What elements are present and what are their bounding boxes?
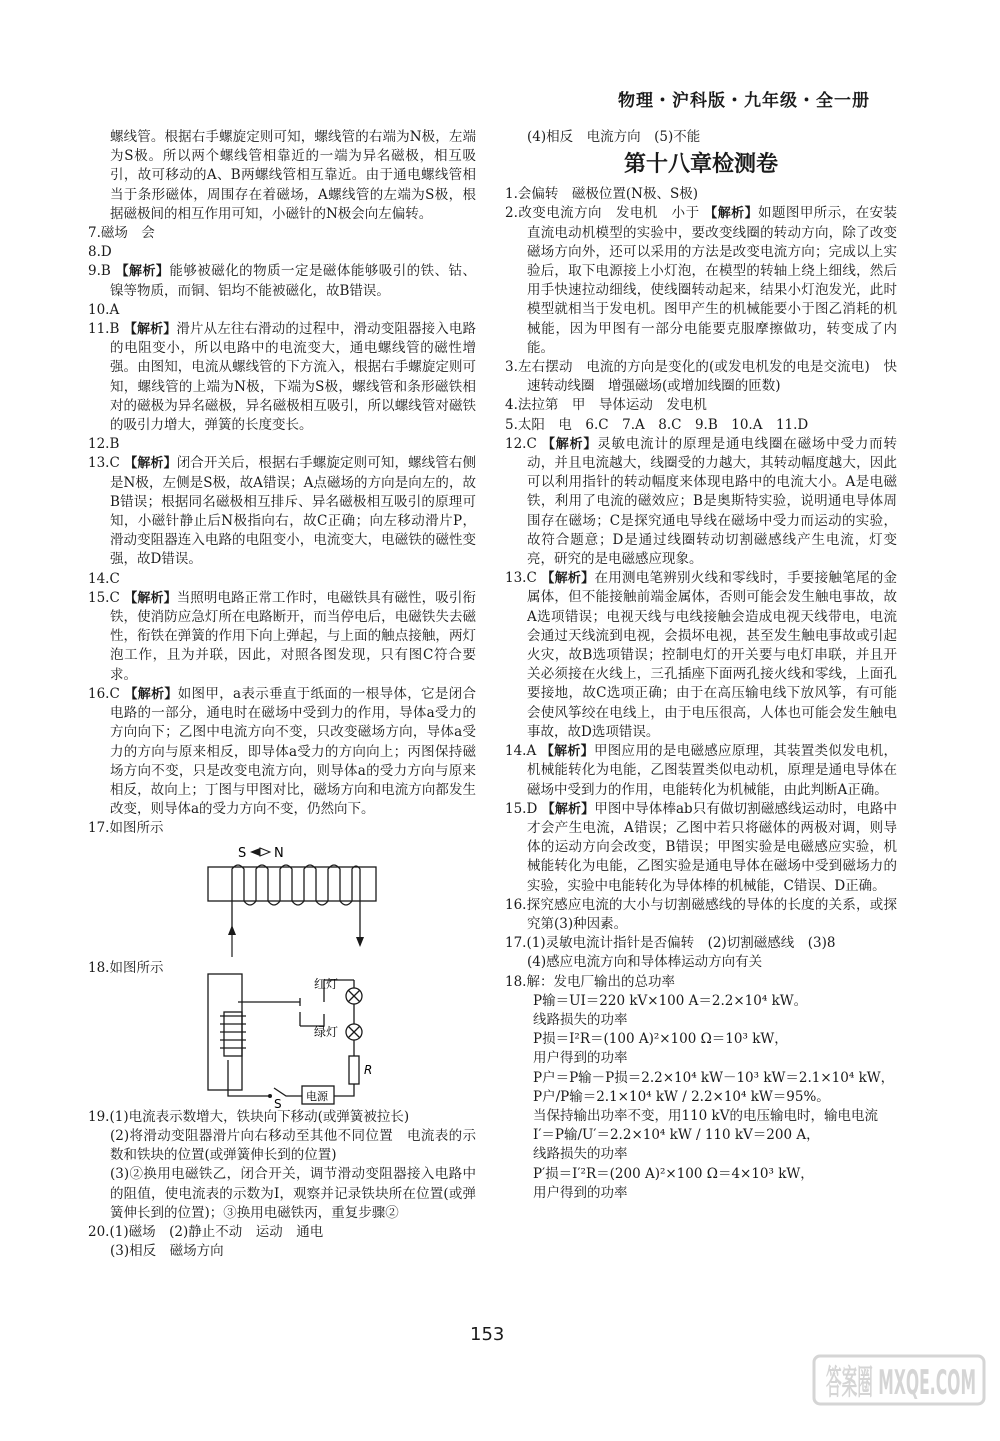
answer-13: 13.C 【解析】闭合开关后，根据右手螺旋定则可知，螺线管右侧是N极，左侧是S极，故A错误；A点磁场的方向是向左的，故B错误；根据同名磁极相互排斥、异名磁极相互吸引的原理可知，小磁针静止后N极指向右，故C正确；向左移动滑片P，滑动变阻器连入电路的电阻变小，电流变大，电磁铁的磁性变强，故D错误。 (88, 455, 476, 568)
answer-9: 9.B 【解析】能够被磁化的物质一定是磁体能够吸引的铁、钴、镍等物质，而铜、铝均不能被磁化，故B错误。 (88, 263, 476, 299)
page-header: 物理・沪科版・九年级・全一册 (618, 91, 870, 111)
switch-icon (268, 1094, 272, 1098)
resistor-icon (349, 1056, 359, 1084)
r-answer-1: 1.会偏转 磁极位置(N极、S极) (505, 186, 698, 203)
answer-7: 7.磁场 会 (88, 225, 155, 242)
r-answer-5-11: 5.太阳 电 6.C 7.A 8.C 9.B 10.A 11.D (505, 416, 809, 433)
right-column (505, 128, 897, 1203)
green-lamp-label: 绿灯 (314, 1024, 339, 1039)
r-answer-17-extra: (4)感应电流方向和导体棒运动方向有关 (527, 954, 763, 971)
page-number: 153 (470, 1324, 505, 1345)
top-line: (4)相反 电流方向 (5)不能 (527, 129, 701, 145)
answer-15: 15.C 【解析】当照明电路正常工作时，电磁铁具有磁性，吸引衔铁，使消防应急灯所在电路断开，而当停电后，电磁铁失去磁性，衔铁在弹簧的作用下向上弹起，与上面的触点接触，两灯泡工作，且为并联，因此，对照各图发现，只有图C符合要求。 (88, 589, 476, 683)
r-answer-13: 13.C 【解析】在用测电笔辨别火线和零线时，手要接触笔尾的金属体，但不能接触前端金属体，否则可能会发生触电事故，故A选项错误；电视天线与电线接触会造成电视天线带电，电流会通过天线流到电视，会损坏电视，甚至发生触电事故或引起火灾，故B选项错误；控制电灯的开关要与电灯串联，并且开关必须接在火线上，三孔插座下面两孔接火线和零线，上面孔要接地，故C选项正确；由于在高压输电线下放风筝，有可能会使风筝绞在电线上，由于电压很高，人体也可能会发生触电事故，故D选项错误。 (505, 570, 897, 740)
switch-label: S (274, 1096, 282, 1108)
r-answer-17: 17.(1)灵敏电流计指针是否偏转 (2)切割磁感线 (3)8 (505, 935, 836, 952)
figure-18-relay-circuit (88, 968, 476, 1108)
coil-windings (232, 865, 360, 939)
compass-n-label: N (274, 845, 284, 861)
arrow-up-icon (228, 925, 236, 935)
r-answer-2: 2.改变电流方向 发电机 小于 【解析】如题图甲所示，在安装直流电动机模型的实验中，要改变线圈的转动方向，除了改变磁场方向外，还可以采用的方法是改变电流方向；完成以上实验后，取下电源接上小灯泡，在模型的转轴上绕上细线，然后用手快速拉动细线，使线圈转动起来，结果小灯泡发光，此时模型就相当于发电机。图甲产生的机械能要小于图乙消耗的机械能，因为甲图有一部分电能要克服摩擦做功，转变成了内能。 (505, 205, 897, 356)
answer-14: 14.C (88, 570, 120, 587)
r-answer-15: 15.D 【解析】甲图中导体棒ab只有做切割磁感线运动时，电路中才会产生电流，A错误；乙图中若只将磁体的两极对调，则导体的运动方向会改变，B错误；甲图实验是电磁感应实验，机械能转化为电能，乙图实验是通电导体在磁场中受到磁场力的实验，实验中电能转化为导体棒的机械能，C错误、D正确。 (505, 800, 897, 894)
resistor-label: R (364, 1062, 373, 1077)
answer-16: 16.C 【解析】如图甲，a表示垂直于纸面的一根导体，它是闭合电路的一部分，通电时在磁场中受到力的作用，导体a受力的方向向下；乙图中电流方向不变，只改变磁场方向，导体a受力的方向与原来相反，即导体a受力的方向向上；丙图保持磁场方向不变，只是改变电流方向，则导体a的受力方向与原来相反，故向上；丁图与甲图对比，磁场方向和电流方向都发生改变，则导体a的受力方向不变，仍然向下。 (88, 685, 476, 818)
answer-18: 18.如图所示 (88, 959, 164, 976)
answer-17: 17.如图所示 (88, 820, 164, 837)
relay-core (224, 1012, 242, 1056)
power-label: 电源 (306, 1089, 328, 1103)
r-answer-16: 16.探究感应电流的大小与切割磁感线的导体的长度的关系，或探究第(3)种因素。 (505, 896, 897, 932)
answer-11: 11.B 【解析】滑片从左往右滑动的过程中，滑动变阻器接入电路的电阻变小，所以电路中的电流变大，通电螺线管的磁性增强。由图知，电流从螺线管的下方流入，根据右手螺旋定则可知，螺线管的上端为N极，下端为S极，螺线管和条形磁铁相对的磁极为异名磁极，异名磁极相互吸引，所以螺线管对磁铁的吸引力增大，弹簧的长度变长。 (88, 321, 476, 434)
answer-10: 10.A (88, 301, 120, 318)
r-answer-3: 3.左右摆动 电流的方向是变化的(或发电机发的电是交流电) 快速转动线圈 增强磁场(或增加线圈的匝数) (505, 359, 897, 395)
answer-12: 12.B (88, 436, 120, 453)
watermark-text: 答案圈 MXQE.COM (826, 1363, 976, 1403)
answer-20: 20.(1)磁场 (2)静止不动 运动 通电 (3)相反 磁场方向 (88, 1223, 324, 1260)
left-column (88, 128, 476, 1261)
answer-19: 19.(1)电流表示数增大，铁块向下移动(或弹簧被拉长) (2)将滑动变阻器滑片向右移动至其他不同位置 电流表的示数和铁块的位置(或弹簧伸长到的位置) (3)②换用电磁铁乙，闭合开关，调节滑动变阻器接入电路中的阻值，使电流表的示数为I，观察并记录铁块所在位置(或弹簧伸长到的位置)；③换用电磁铁丙，重复步骤② (88, 1108, 476, 1221)
red-lamp-label: 红灯 (314, 976, 339, 991)
r-answer-4: 4.法拉第 甲 导体运动 发电机 (505, 397, 707, 414)
arrow-down-icon (356, 937, 364, 947)
chapter-title: 第十八章检测卷 (623, 152, 778, 178)
watermark-logo (808, 1352, 990, 1434)
r-answer-12: 12.C 【解析】灵敏电流计的原理是通电线圈在磁场中受力而转动，并且电流越大，线圈受的力越大，其转动幅度越大，因此可以利用指针的转动幅度来体现电路中的电流大小。A是电磁铁，利用了电流的磁效应；B是奥斯特实验，说明通电导体周围存在磁场；C是探究通电导线在磁场中受力而运动的实验，故符合题意；D是通过线圈转动切割磁感线产生电流，灯变亮，研究的是电磁感应现象。 (505, 435, 897, 568)
continuation-text: 螺线管。根据右手螺旋定则可知，螺线管的右端为N极，左端为S极。所以两个螺线管相靠近的一端为异名磁极，相互吸引，故可移动的A、B两螺线管相互靠近。由于通电螺线管相当于条形磁体，周围存在着磁场，A螺线管的左端为S极，根据磁极间的相互作用可知，小磁针的N极会向左偏转。 (110, 129, 476, 222)
answer-8: 8.D (88, 244, 112, 261)
compass-s-label: S (238, 845, 247, 861)
compass-needle (238, 846, 284, 861)
r-answer-14: 14.A 【解析】甲图应用的是电磁感应原理，其装置类似发电机，机械能转化为电能，乙图装置类似电动机，原理是通电导体在磁场中受到力的作用，电能转化为机械能，由此判断A正确。 (505, 743, 897, 798)
r-answer-18: 18.解：发电厂输出的总功率 P输＝UI＝220 kV×100 A＝2.2×10⁴ kW。 线路损失的功率 P损＝I²R＝(100 A)²×100 Ω＝10³ kW， 用户得到的功率 P户＝P输－P损＝2.2×10⁴ kW－10³ kW＝2.1×10⁴ kW， P户/P输＝2.1×10⁴ kW / 2.2×10⁴ kW＝95%。 当保持输出功率不变，用110 kV的电压输电时，输电电流 I′＝P输/U′＝2.2×10⁴ kW / 110 kV＝200 A， 线路损失的功率 P′损＝I′²R＝(200 A)²×100 Ω＝4×10³ kW， 用户得到的功率 (505, 973, 895, 1201)
figure-17-electromagnet (88, 839, 476, 959)
